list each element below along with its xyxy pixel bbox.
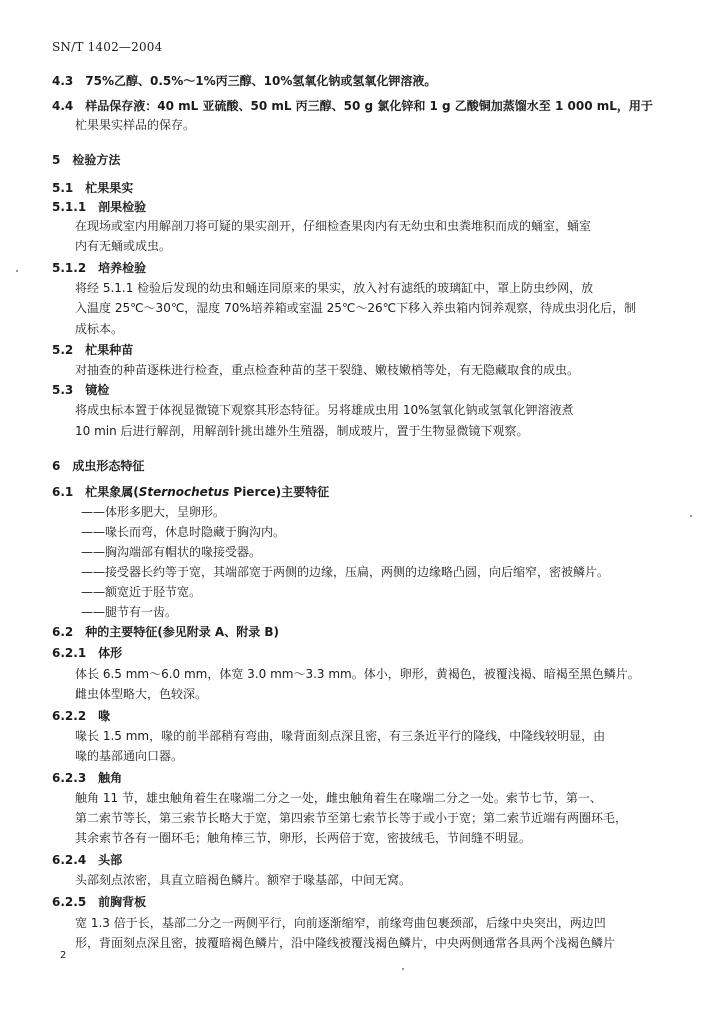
section-number: 6.2 bbox=[52, 625, 74, 639]
paragraph-text: 体长 6.5 mm～6.0 mm，体宽 3.0 mm～3.3 mm。体小，卵形，黄褐色，被覆浅褐、暗褐至黑色鳞片。 bbox=[75, 667, 640, 681]
body-text-line bbox=[75, 321, 662, 338]
body-text-line bbox=[75, 666, 662, 683]
paragraph-text: ——接受器长约等于宽，其端部宽于两侧的边缘，压扁，两侧的边缘略凸圆，向后缩窄，密被鳞片。 bbox=[81, 565, 610, 579]
paragraph-text: 对抽查的种苗逐株进行检查，重点检查种苗的茎干裂缝、嫩枝嫩梢等处，有无隐藏取食的成虫。 bbox=[75, 363, 580, 377]
body-text-line bbox=[75, 117, 662, 134]
body-text-line bbox=[81, 604, 662, 621]
section-number: 5 bbox=[52, 153, 61, 167]
paragraph-text: ——喙长而弯，休息时隐藏于胸沟内。 bbox=[81, 525, 286, 539]
section-number: 6 bbox=[52, 459, 61, 473]
paragraph-text: ——体形多肥大，呈卵形。 bbox=[81, 505, 226, 519]
scan-speck bbox=[690, 515, 692, 517]
body-text-line bbox=[81, 504, 662, 521]
section-heading bbox=[52, 894, 662, 911]
body-text-line bbox=[81, 524, 662, 541]
section-number: 6.2.2 bbox=[52, 709, 87, 723]
scan-speck bbox=[16, 270, 18, 272]
section-heading bbox=[52, 770, 662, 787]
body-text-line bbox=[75, 686, 662, 703]
paragraph-text: 触角 11 节，雄虫触角着生在喙端二分之一处，雌虫触角着生在喙端二分之一处。索节七节，第一、 bbox=[75, 791, 602, 805]
body-text-line bbox=[81, 544, 662, 561]
section-number: 5.2 bbox=[52, 343, 74, 357]
section-number: 6.2.4 bbox=[52, 853, 87, 867]
paragraph-text: 形，背面刻点深且密，披覆暗褐色鳞片，沿中隆线被覆浅褐色鳞片，中央两侧通常各具两个浅褐色鳞片 bbox=[75, 936, 616, 950]
section-title: 检验方法 bbox=[72, 153, 121, 167]
body-text-line bbox=[75, 362, 662, 379]
section-title: 种的主要特征(参见附录 A、附录 B) bbox=[85, 625, 280, 639]
body-text-line bbox=[75, 915, 662, 932]
page-number: 2 bbox=[60, 950, 67, 961]
body-text-line bbox=[75, 280, 662, 297]
paragraph-text: 头部刻点浓密，具直立暗褐色鳞片。额窄于喙基部，中间无窝。 bbox=[75, 873, 412, 887]
section-title: 杧果果实 bbox=[85, 181, 134, 195]
paragraph-text: 在现场或室内用解剖刀将可疑的果实剖开，仔细检查果肉内有无幼虫和虫粪堆积而成的蛹室，蛹室 bbox=[75, 219, 592, 233]
section-number: 6.2.5 bbox=[52, 895, 87, 909]
body-text-line bbox=[75, 238, 662, 255]
section-heading bbox=[52, 73, 662, 90]
section-title: 头部 bbox=[98, 853, 123, 867]
section-title: 成虫形态特征 bbox=[72, 459, 145, 473]
section-number: 5.1.1 bbox=[52, 200, 87, 214]
paragraph-text: ——额宽近于胫节宽。 bbox=[81, 585, 202, 599]
paragraph-text: 将成虫标本置于体视显微镜下观察其形态特征。另将雄成虫用 10%氢氧化钠或氢氧化钾溶液煮 bbox=[75, 403, 574, 417]
body-text-line bbox=[75, 935, 662, 952]
body-text-line bbox=[75, 748, 662, 765]
section-title: 样品保存液：40 mL 亚硫酸、50 mL 丙三醇、50 g 氯化锌和 1 g 乙酸铜加蒸馏水至 1 000 mL，用于 bbox=[85, 99, 653, 113]
paragraph-text: 入温度 25℃～30℃，湿度 70%培养箱或室温 25℃～26℃下移入养虫箱内饲养观察，待成虫羽化后，制 bbox=[75, 301, 637, 315]
section-number: 5.3 bbox=[52, 383, 74, 397]
section-heading bbox=[52, 645, 662, 662]
section-title: 镜检 bbox=[85, 383, 110, 397]
section-heading bbox=[52, 624, 662, 641]
paragraph-text: 宽 1.3 倍于长，基部二分之一两侧平行，向前逐渐缩窄，前缘弯曲包裹颈部，后缘中央突出，两边凹 bbox=[75, 916, 606, 930]
section-heading bbox=[52, 458, 662, 475]
body-text-line bbox=[75, 218, 662, 235]
paragraph-text: 喙长 1.5 mm，喙的前半部稍有弯曲，喙背面刻点深且密，有三条近平行的隆线，中隆线较明显，由 bbox=[75, 729, 606, 743]
section-title: 喙 bbox=[98, 709, 111, 723]
section-heading bbox=[52, 199, 662, 216]
section-title: 体形 bbox=[98, 646, 123, 660]
body-text-line bbox=[75, 402, 662, 419]
section-title: 剖果检验 bbox=[98, 200, 147, 214]
paragraph-text: 成标本。 bbox=[75, 322, 124, 336]
body-text-line bbox=[75, 830, 662, 847]
section-number: 5.1.2 bbox=[52, 261, 87, 275]
section-number: 6.1 bbox=[52, 485, 74, 499]
section-number: 4.4 bbox=[52, 99, 74, 113]
section-heading bbox=[52, 484, 662, 501]
paragraph-text: ——胸沟端部有帽状的喙接受器。 bbox=[81, 545, 262, 559]
paragraph-text: ——腿节有一齿。 bbox=[81, 605, 178, 619]
body-text-line bbox=[81, 584, 662, 601]
body-text-line bbox=[75, 872, 662, 889]
body-text-line bbox=[75, 810, 662, 827]
body-text-line bbox=[75, 790, 662, 807]
section-heading bbox=[52, 852, 662, 869]
section-heading bbox=[52, 382, 662, 399]
paragraph-text: 喙的基部通向口器。 bbox=[75, 749, 184, 763]
section-heading bbox=[52, 708, 662, 725]
section-heading bbox=[52, 180, 662, 197]
standard-code-header: SN/T 1402—2004 bbox=[52, 40, 163, 54]
section-title: 触角 bbox=[98, 771, 123, 785]
body-text-line bbox=[75, 423, 662, 440]
section-title: 培养检验 bbox=[98, 261, 147, 275]
section-number: 5.1 bbox=[52, 181, 74, 195]
paragraph-text: 第二索节等长，第三索节长略大于宽，第四索节至第七索节长等于或小于宽；第二索节近端有两圈环毛， bbox=[75, 811, 628, 825]
body-text-line bbox=[81, 564, 662, 581]
paragraph-text: 10 min 后进行解剖，用解剖针挑出雄外生殖器，制成玻片，置于生物显微镜下观察。 bbox=[75, 424, 529, 438]
section-heading bbox=[52, 260, 662, 277]
paragraph-text: 将经 5.1.1 检验后发现的幼虫和蛹连同原来的果实，放入衬有滤纸的玻璃缸中，罩上防虫纱网，放 bbox=[75, 281, 594, 295]
paragraph-text: 内有无蛹或成虫。 bbox=[75, 239, 172, 253]
section-number: 4.3 bbox=[52, 74, 74, 88]
section-number: 6.2.3 bbox=[52, 771, 87, 785]
section-title: 杧果种苗 bbox=[85, 343, 134, 357]
section-heading bbox=[52, 342, 662, 359]
section-title: 75%乙醇、0.5%～1%丙三醇、10%氢氧化钠或氢氧化钾溶液。 bbox=[85, 74, 437, 88]
body-text-line bbox=[75, 300, 662, 317]
section-number: 6.2.1 bbox=[52, 646, 87, 660]
paragraph-text: 雌虫体型略大，色较深。 bbox=[75, 687, 208, 701]
scan-speck bbox=[402, 968, 404, 970]
section-heading bbox=[52, 98, 662, 115]
section-heading bbox=[52, 152, 662, 169]
body-text-line bbox=[75, 728, 662, 745]
paragraph-text: 杧果果实样品的保存。 bbox=[75, 118, 196, 132]
section-title: 前胸背板 bbox=[98, 895, 147, 909]
section-title: 杧果象属(Sternochetus Pierce)主要特征 bbox=[85, 485, 330, 499]
paragraph-text: 其余索节各有一圈环毛；触角棒三节，卵形，长两倍于宽，密披绒毛，节间缝不明显。 bbox=[75, 831, 532, 845]
